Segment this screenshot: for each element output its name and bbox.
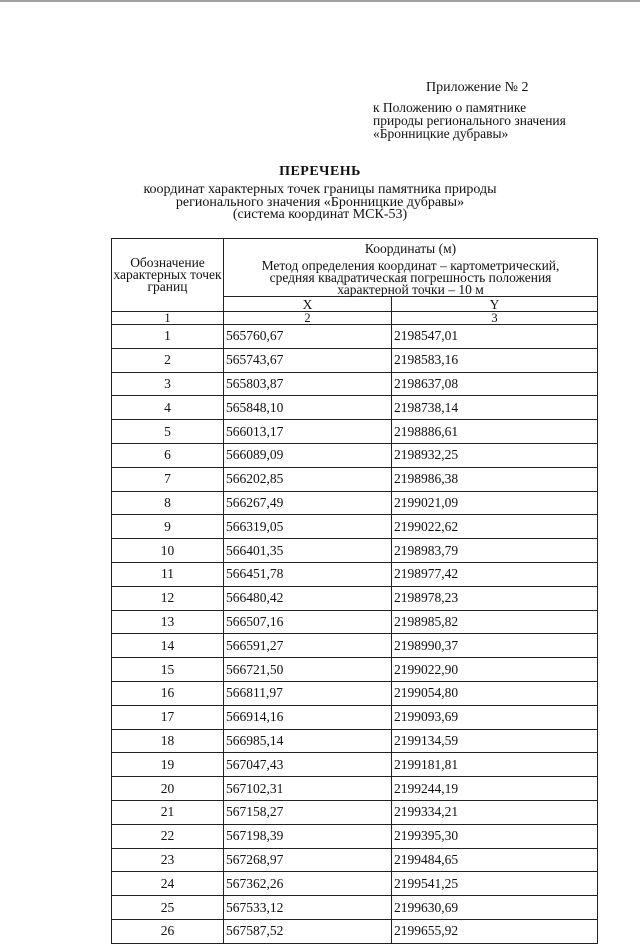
point-number-cell: 7 xyxy=(112,467,224,491)
y-coordinate-cell: 2199395,30 xyxy=(392,824,598,848)
point-number-cell: 24 xyxy=(112,872,224,896)
y-coordinate-cell: 2198986,38 xyxy=(392,467,598,491)
x-coordinate-cell: 566591,27 xyxy=(224,634,392,658)
y-coordinate-cell: 2198886,61 xyxy=(392,420,598,444)
table-row xyxy=(112,467,598,491)
point-number-cell: 4 xyxy=(112,396,224,420)
point-number-cell: 22 xyxy=(112,824,224,848)
method-header: Метод определения координат – картометрический, средняя квадратическая погрешность положения характерной точки – 10 м xyxy=(224,259,598,297)
x-coordinate-cell: 567587,52 xyxy=(224,919,392,943)
x-coordinate-cell: 566267,49 xyxy=(224,491,392,515)
table-row xyxy=(112,515,598,539)
y-coordinate-cell: 2199655,92 xyxy=(392,919,598,943)
point-number-cell: 20 xyxy=(112,777,224,801)
scan-edge-line xyxy=(0,0,640,2)
table-row xyxy=(112,896,598,920)
x-coordinate-cell: 567362,26 xyxy=(224,872,392,896)
point-number-cell: 15 xyxy=(112,658,224,682)
table-row xyxy=(112,848,598,872)
x-coordinate-cell: 566480,42 xyxy=(224,586,392,610)
column-number: 2 xyxy=(224,312,392,325)
table-row xyxy=(112,562,598,586)
x-coordinate-cell: 567102,31 xyxy=(224,777,392,801)
coordinates-rows xyxy=(112,325,598,944)
point-number-cell: 21 xyxy=(112,800,224,824)
table-row xyxy=(112,443,598,467)
column-number: 3 xyxy=(392,312,598,325)
y-coordinate-cell: 2199541,25 xyxy=(392,872,598,896)
point-number-cell: 12 xyxy=(112,586,224,610)
point-number-cell: 8 xyxy=(112,491,224,515)
table-row xyxy=(112,824,598,848)
y-coordinate-cell: 2199022,90 xyxy=(392,658,598,682)
document-title: ПЕРЕЧЕНЬ xyxy=(279,164,361,179)
y-column-header: Y xyxy=(392,297,598,312)
x-coordinate-cell: 566914,16 xyxy=(224,705,392,729)
y-coordinate-cell: 2199334,21 xyxy=(392,800,598,824)
y-coordinate-cell: 2199022,62 xyxy=(392,515,598,539)
x-column-header: X xyxy=(224,297,392,312)
subtitle-line: координат характерных точек границы памятника природы xyxy=(143,182,497,197)
y-coordinate-cell: 2198977,42 xyxy=(392,562,598,586)
x-coordinate-cell: 567198,39 xyxy=(224,824,392,848)
table-row xyxy=(112,539,598,563)
reference-line: к Положению о памятнике xyxy=(373,100,527,115)
table-row xyxy=(112,729,598,753)
y-coordinate-cell: 2199054,80 xyxy=(392,681,598,705)
x-coordinate-cell: 566202,85 xyxy=(224,467,392,491)
coordinates-header: Координаты (м) xyxy=(224,239,598,260)
y-coordinate-cell: 2199484,65 xyxy=(392,848,598,872)
point-number-cell: 1 xyxy=(112,325,224,349)
x-coordinate-cell: 565803,87 xyxy=(224,372,392,396)
appendix-reference xyxy=(373,101,566,140)
reference-line: природы регионального значения xyxy=(373,113,566,128)
x-coordinate-cell: 565760,67 xyxy=(224,325,392,349)
y-coordinate-cell: 2198983,79 xyxy=(392,539,598,563)
y-coordinate-cell: 2199244,19 xyxy=(392,777,598,801)
table-row xyxy=(112,753,598,777)
point-number-cell: 5 xyxy=(112,420,224,444)
subtitle-line: регионального значения «Бронницкие дубравы» xyxy=(175,194,465,210)
y-coordinate-cell: 2198978,23 xyxy=(392,586,598,610)
y-coordinate-cell: 2198583,16 xyxy=(392,348,598,372)
x-coordinate-cell: 566319,05 xyxy=(224,515,392,539)
y-coordinate-cell: 2198932,25 xyxy=(392,443,598,467)
table-row xyxy=(112,800,598,824)
x-coordinate-cell: 565848,10 xyxy=(224,396,392,420)
table-row xyxy=(112,491,598,515)
x-coordinate-cell: 566811,97 xyxy=(224,681,392,705)
table-row xyxy=(112,777,598,801)
point-number-cell: 26 xyxy=(112,919,224,943)
table-row xyxy=(112,610,598,634)
subtitle-line: (система координат МСК-53) xyxy=(232,207,408,222)
y-coordinate-cell: 2198990,37 xyxy=(392,634,598,658)
point-number-cell: 11 xyxy=(112,562,224,586)
table-row xyxy=(112,634,598,658)
table-row xyxy=(112,705,598,729)
reference-line: «Бронницкие дубравы» xyxy=(373,126,509,141)
y-coordinate-cell: 2198547,01 xyxy=(392,325,598,349)
x-coordinate-cell: 566451,78 xyxy=(224,562,392,586)
point-number-cell: 3 xyxy=(112,372,224,396)
table-row xyxy=(112,872,598,896)
coordinates-table xyxy=(111,238,598,944)
point-number-cell: 10 xyxy=(112,539,224,563)
x-coordinate-cell: 566401,35 xyxy=(224,539,392,563)
column-number: 1 xyxy=(112,312,224,325)
x-coordinate-cell: 567047,43 xyxy=(224,753,392,777)
point-number-cell: 19 xyxy=(112,753,224,777)
document-subtitle xyxy=(0,184,640,222)
point-number-cell: 2 xyxy=(112,348,224,372)
point-number-cell: 13 xyxy=(112,610,224,634)
y-coordinate-cell: 2199093,69 xyxy=(392,705,598,729)
point-number-cell: 6 xyxy=(112,443,224,467)
table-row xyxy=(112,420,598,444)
y-coordinate-cell: 2198738,14 xyxy=(392,396,598,420)
y-coordinate-cell: 2199630,69 xyxy=(392,896,598,920)
point-number-cell: 17 xyxy=(112,705,224,729)
point-number-cell: 9 xyxy=(112,515,224,539)
point-number-cell: 23 xyxy=(112,848,224,872)
x-coordinate-cell: 565743,67 xyxy=(224,348,392,372)
point-number-cell: 16 xyxy=(112,681,224,705)
table-row xyxy=(112,372,598,396)
x-coordinate-cell: 567268,97 xyxy=(224,848,392,872)
appendix-label: Приложение № 2 xyxy=(426,80,529,95)
y-coordinate-cell: 2198637,08 xyxy=(392,372,598,396)
table-row xyxy=(112,396,598,420)
point-number-cell: 14 xyxy=(112,634,224,658)
x-coordinate-cell: 567533,12 xyxy=(224,896,392,920)
point-number-cell: 25 xyxy=(112,896,224,920)
point-designation-header: Обозначение характерных точек границ xyxy=(112,239,224,312)
y-coordinate-cell: 2199181,81 xyxy=(392,753,598,777)
table-row xyxy=(112,325,598,349)
y-coordinate-cell: 2199021,09 xyxy=(392,491,598,515)
x-coordinate-cell: 566089,09 xyxy=(224,443,392,467)
x-coordinate-cell: 566507,16 xyxy=(224,610,392,634)
table-row xyxy=(112,919,598,943)
x-coordinate-cell: 567158,27 xyxy=(224,800,392,824)
table-row xyxy=(112,348,598,372)
y-coordinate-cell: 2199134,59 xyxy=(392,729,598,753)
table-row xyxy=(112,586,598,610)
x-coordinate-cell: 566721,50 xyxy=(224,658,392,682)
table-row xyxy=(112,681,598,705)
x-coordinate-cell: 566013,17 xyxy=(224,420,392,444)
point-number-cell: 18 xyxy=(112,729,224,753)
y-coordinate-cell: 2198985,82 xyxy=(392,610,598,634)
x-coordinate-cell: 566985,14 xyxy=(224,729,392,753)
table-row xyxy=(112,658,598,682)
